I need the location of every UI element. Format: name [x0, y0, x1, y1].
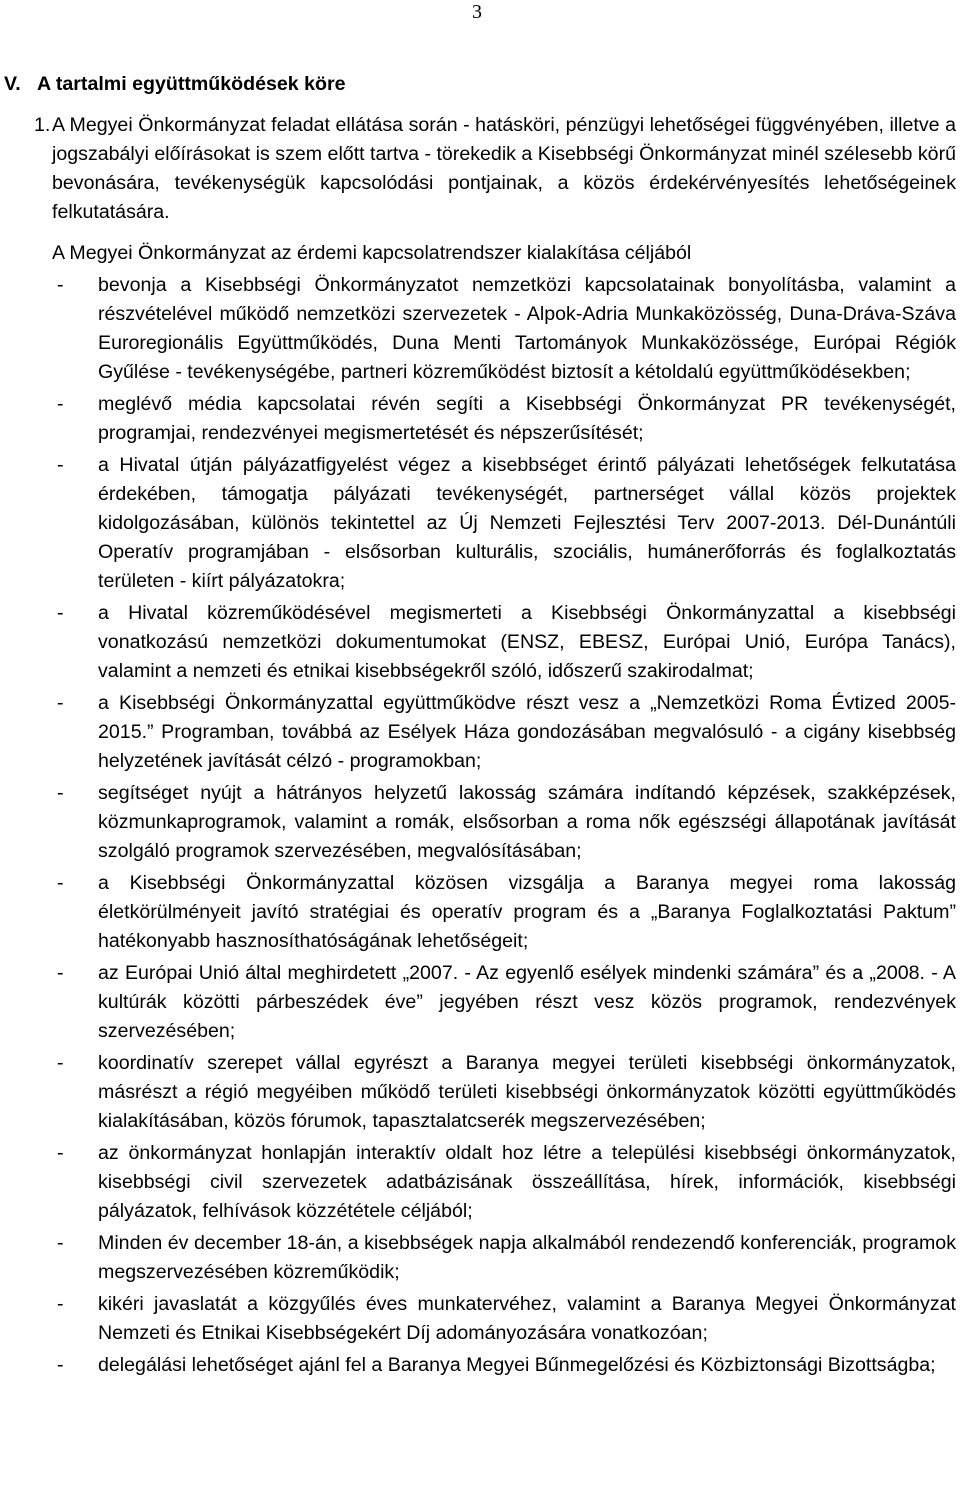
list-bullet: - — [57, 393, 64, 415]
list-item — [0, 1229, 956, 1287]
list-item — [0, 779, 956, 866]
list-item — [0, 1049, 956, 1136]
numbered-paragraph-1 — [0, 111, 956, 227]
paragraph-text: A Megyei Önkormányzat feladat ellátása során - hatásköri, pénzügyi lehetőségei függvényében, illetve a jogszabályi előírásokat is szem előtt tartva - törekedik a Kisebbségi Önkormányzat minél szélesebb körű bevonására, tevékenységük kapcsolódási pontjainak, a közös érdekérvényesítés lehetőségeinek felkutatására. — [52, 114, 956, 223]
list-item-text: bevonja a Kisebbségi Önkormányzatot nemzetközi kapcsolatainak bonyolításba, valamint a részvételével működő nemzetközi szervezetek - Alpok-Adria Munkaközösség, Duna-Dráva-Száva Euroregionális Együttműködés, Duna Menti Tartományok Munkaközössége, Európai Régiók Gyűlése - tevékenységébe, partneri közreműködést biztosít a kétoldalú együttműködésekben; — [98, 274, 956, 383]
list-item-text: koordinatív szerepet vállal egyrészt a Baranya megyei területi kisebbségi önkormányzatok, másrészt a régió megyéiben működő területi kisebbségi önkormányzatok közötti együttműködés kialakításában, közös fórumok, tapasztalatcserék megszervezésében; — [98, 1052, 956, 1132]
list-bullet: - — [57, 1293, 64, 1315]
list-item — [0, 599, 956, 686]
list-item-text: delegálási lehetőséget ajánl fel a Baranya Megyei Bűnmegelőzési és Közbiztonsági Bizottságba; — [98, 1354, 936, 1376]
list-bullet: - — [57, 1354, 64, 1376]
list-item — [0, 1139, 956, 1226]
list-item-text: segítséget nyújt a hátrányos helyzetű lakosság számára indítandó képzések, szakképzések, közmunkaprogramok, valamint a romák, elsősorban a roma nők egészségi állapotának javítását szolgáló programok szervezésében, megvalósításában; — [98, 782, 956, 862]
list-bullet: - — [57, 454, 64, 476]
list-item — [0, 271, 956, 387]
list-bullet: - — [57, 274, 64, 296]
list-item-text: kikéri javaslatát a közgyűlés éves munkatervéhez, valamint a Baranya Megyei Önkormányzat Nemzeti és Etnikai Kisebbségekért Díj adományozására vonatkozóan; — [98, 1293, 956, 1344]
section-heading — [4, 70, 346, 99]
page-number: 3 — [472, 1, 482, 23]
list-item — [0, 689, 956, 776]
section-title: A tartalmi együttműködések köre — [37, 73, 346, 95]
list-item — [0, 390, 956, 448]
list-item — [0, 1290, 956, 1348]
cooperation-list — [0, 271, 956, 1380]
list-bullet: - — [57, 782, 64, 804]
list-item-text: a Hivatal útján pályázatfigyelést végez a kisebbséget érintő pályázati lehetőségek felkutatása érdekében, támogatja pályázati tevékenységét, partnerséget vállal közös projektek kidolgozásában, különös tekintettel az Új Nemzeti Fejlesztési Terv 2007-2013. Dél-Dunántúli Operatív programjában - elsősorban kulturális, szociális, humánerőforrás és foglalkoztatás területen - kiírt pályázatokra; — [98, 454, 956, 592]
list-bullet: - — [57, 1232, 64, 1254]
list-bullet: - — [57, 692, 64, 714]
list-item — [0, 869, 956, 956]
list-item-text: a Kisebbségi Önkormányzattal közösen vizsgálja a Baranya megyei roma lakosság életkörülményeit javító stratégiai és operatív program és a „Baranya Foglalkoztatási Paktum” hatékonyabb hasznosíthatóságának lehetőségeit; — [98, 872, 956, 952]
list-item-text: Minden év december 18-án, a kisebbségek napja alkalmából rendezendő konferenciák, programok megszervezésében közreműködik; — [98, 1232, 956, 1283]
list-item-text: a Hivatal közreműködésével megismerteti a Kisebbségi Önkormányzattal a kisebbségi vonatkozású nemzetközi dokumentumokat (ENSZ, EBESZ, Európai Unió, Európa Tanács), valamint a nemzeti és etnikai kisebbségekről szóló, időszerű szakirodalmat; — [98, 602, 956, 682]
list-item — [0, 451, 956, 596]
list-intro: A Megyei Önkormányzat az érdemi kapcsolatrendszer kialakítása céljából — [52, 242, 692, 264]
list-bullet: - — [57, 872, 64, 894]
list-bullet: - — [57, 962, 64, 984]
list-bullet: - — [57, 1052, 64, 1074]
paragraph-number: 1. — [34, 114, 51, 136]
section-number: V. — [4, 73, 21, 95]
list-item-text: a Kisebbségi Önkormányzattal együttműködve részt vesz a „Nemzetközi Roma Évtized 2005-2015.” Programban, továbbá az Esélyek Háza gondozásában megvalósuló - a cigány kisebbség helyzetének javítását célzó - programokban; — [98, 692, 956, 772]
list-item — [0, 959, 956, 1046]
list-bullet: - — [57, 602, 64, 624]
list-item-text: az Európai Unió által meghirdetett „2007. - Az egyenlő esélyek mindenki számára” és a „2008. - A kultúrák közötti párbeszédek éve” jegyében részt vesz közös programok, rendezvények szervezésében; — [98, 962, 956, 1042]
list-item-text: az önkormányzat honlapján interaktív oldalt hoz létre a települési kisebbségi önkormányzatok, kisebbségi civil szervezetek adatbázisának összeállítása, hírek, információk, kisebbségi pályázatok, felhívások közzététele céljából; — [98, 1142, 956, 1222]
list-item-text: meglévő média kapcsolatai révén segíti a Kisebbségi Önkormányzat PR tevékenységét, programjai, rendezvényei megismertetését és népszerűsítését; — [98, 393, 956, 444]
list-bullet: - — [57, 1142, 64, 1164]
section-body — [0, 111, 956, 1380]
list-item — [0, 1351, 956, 1380]
